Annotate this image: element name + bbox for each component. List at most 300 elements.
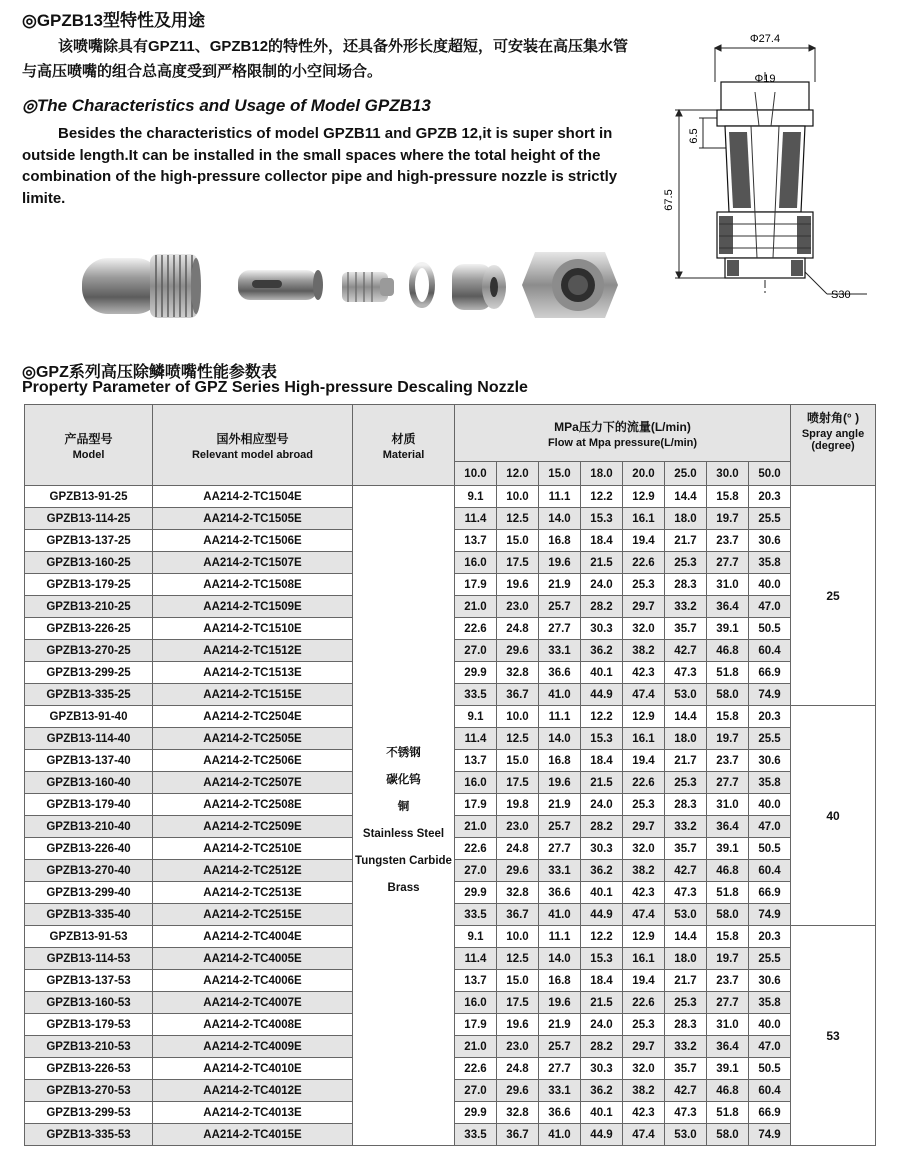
flow-cell: 25.3 [665,992,707,1014]
flow-cell: 28.2 [581,1036,623,1058]
abroad-model-cell: AA214-2-TC4013E [153,1102,353,1124]
flow-cell: 74.9 [749,1124,791,1146]
pressure-header: 12.0 [497,462,539,486]
dim-step-label: 6.5 [688,128,700,144]
abroad-model-cell: AA214-2-TC4010E [153,1058,353,1080]
flow-cell: 41.0 [539,684,581,706]
model-cell: GPZB13-137-53 [25,970,153,992]
flow-cell: 41.0 [539,1124,581,1146]
abroad-model-cell: AA214-2-TC1506E [153,530,353,552]
flow-cell: 40.1 [581,662,623,684]
model-cell: GPZB13-210-40 [25,816,153,838]
model-cell: GPZB13-179-53 [25,1014,153,1036]
flow-cell: 17.5 [497,772,539,794]
flow-cell: 21.0 [455,816,497,838]
material-line: Stainless Steel [362,827,445,840]
flow-cell: 14.0 [539,508,581,530]
material-line: 碳化钨 [386,773,421,786]
flow-cell: 27.7 [707,772,749,794]
flow-cell: 27.7 [707,992,749,1014]
flow-cell: 36.6 [539,882,581,904]
flow-cell: 30.3 [581,618,623,640]
flow-cell: 66.9 [749,662,791,684]
flow-cell: 11.1 [539,926,581,948]
flow-cell: 25.7 [539,1036,581,1058]
flow-cell: 24.0 [581,1014,623,1036]
flow-cell: 9.1 [455,706,497,728]
flow-cell: 38.2 [623,860,665,882]
flow-cell: 22.6 [623,552,665,574]
model-cell: GPZB13-335-53 [25,1124,153,1146]
flow-cell: 22.6 [455,1058,497,1080]
flow-cell: 12.9 [623,706,665,728]
flow-cell: 15.8 [707,706,749,728]
model-cell: GPZB13-335-25 [25,684,153,706]
flow-cell: 31.0 [707,1014,749,1036]
flow-cell: 22.6 [623,992,665,1014]
flow-cell: 35.8 [749,772,791,794]
flow-cell: 15.0 [497,530,539,552]
flow-cell: 31.0 [707,574,749,596]
abroad-model-cell: AA214-2-TC4008E [153,1014,353,1036]
pressure-header: 18.0 [581,462,623,486]
abroad-model-cell: AA214-2-TC1509E [153,596,353,618]
flow-cell: 47.3 [665,662,707,684]
pressure-header: 25.0 [665,462,707,486]
abroad-model-cell: AA214-2-TC1504E [153,486,353,508]
flow-cell: 32.0 [623,618,665,640]
flow-cell: 30.6 [749,530,791,552]
flow-cell: 11.1 [539,486,581,508]
flow-cell: 20.3 [749,706,791,728]
tip-part [452,264,506,310]
flow-cell: 25.3 [665,552,707,574]
flow-cell: 66.9 [749,1102,791,1124]
flow-cell: 50.5 [749,838,791,860]
flow-cell: 12.5 [497,508,539,530]
flow-cell: 47.0 [749,596,791,618]
flow-cell: 19.7 [707,728,749,750]
model-cell: GPZB13-270-25 [25,640,153,662]
parameter-table [24,404,876,1146]
flow-cell: 16.0 [455,772,497,794]
model-cell: GPZB13-160-40 [25,772,153,794]
abroad-model-cell: AA214-2-TC4004E [153,926,353,948]
flow-cell: 23.0 [497,1036,539,1058]
abroad-model-cell: AA214-2-TC1515E [153,684,353,706]
flow-cell: 31.0 [707,794,749,816]
flow-cell: 24.8 [497,838,539,860]
flow-cell: 12.2 [581,486,623,508]
flow-cell: 33.5 [455,1124,497,1146]
flow-cell: 28.2 [581,816,623,838]
flow-cell: 12.9 [623,486,665,508]
abroad-model-cell: AA214-2-TC2510E [153,838,353,860]
flow-cell: 28.3 [665,574,707,596]
flow-cell: 36.2 [581,860,623,882]
flow-cell: 47.0 [749,816,791,838]
flow-cell: 24.8 [497,1058,539,1080]
flow-cell: 58.0 [707,1124,749,1146]
flow-cell: 23.7 [707,530,749,552]
flow-cell: 13.7 [455,750,497,772]
flow-cell: 18.0 [665,728,707,750]
flow-cell: 20.3 [749,926,791,948]
flow-cell: 46.8 [707,1080,749,1102]
flow-cell: 36.6 [539,1102,581,1124]
flow-cell: 30.3 [581,838,623,860]
flow-cell: 58.0 [707,684,749,706]
flow-cell: 17.5 [497,552,539,574]
flow-cell: 38.2 [623,1080,665,1102]
model-cell: GPZB13-91-40 [25,706,153,728]
flow-cell: 14.4 [665,926,707,948]
pressure-header: 10.0 [455,462,497,486]
components-illustration [80,250,620,320]
col-header-model: 产品型号 Model [25,405,153,486]
flow-cell: 35.7 [665,838,707,860]
abroad-model-cell: AA214-2-TC4009E [153,1036,353,1058]
flow-cell: 27.7 [539,838,581,860]
abroad-model-cell: AA214-2-TC2513E [153,882,353,904]
pressure-header: 15.0 [539,462,581,486]
flow-cell: 42.7 [665,640,707,662]
model-cell: GPZB13-226-53 [25,1058,153,1080]
abroad-model-cell: AA214-2-TC4005E [153,948,353,970]
flow-cell: 47.0 [749,1036,791,1058]
flow-cell: 53.0 [665,684,707,706]
flow-cell: 21.9 [539,794,581,816]
flow-cell: 15.3 [581,728,623,750]
col-header-abroad: 国外相应型号 Relevant model abroad [153,405,353,486]
flow-cell: 15.8 [707,926,749,948]
flow-cell: 32.8 [497,882,539,904]
flow-cell: 38.2 [623,640,665,662]
model-cell: GPZB13-210-53 [25,1036,153,1058]
flow-cell: 29.6 [497,860,539,882]
flow-cell: 25.7 [539,816,581,838]
flow-cell: 51.8 [707,662,749,684]
model-cell: GPZB13-91-53 [25,926,153,948]
flow-cell: 15.0 [497,750,539,772]
spray-angle-cell: 40 [791,706,876,926]
paragraph-cn: 该喷嘴除具有GPZ11、GPZB12的特性外，还具备外形长度超短，可安装在高压集水管与高压喷嘴的组合总高度受到严格限制的小空间场合。 [22,38,629,80]
material-line: Tungsten Carbide [355,854,452,867]
flow-cell: 16.0 [455,992,497,1014]
flow-cell: 32.0 [623,838,665,860]
flow-cell: 16.8 [539,750,581,772]
abroad-model-cell: AA214-2-TC2508E [153,794,353,816]
flow-cell: 12.2 [581,706,623,728]
flow-cell: 42.7 [665,860,707,882]
flow-cell: 25.3 [623,574,665,596]
flow-cell: 39.1 [707,1058,749,1080]
model-cell: GPZB13-299-53 [25,1102,153,1124]
flow-cell: 17.9 [455,1014,497,1036]
heading-cn: ◎GPZB13型特性及用途 [22,11,205,30]
abroad-model-cell: AA214-2-TC2505E [153,728,353,750]
flow-cell: 33.2 [665,816,707,838]
abroad-model-cell: AA214-2-TC2512E [153,860,353,882]
pressure-header: 20.0 [623,462,665,486]
flow-cell: 51.8 [707,882,749,904]
abroad-model-cell: AA214-2-TC1512E [153,640,353,662]
abroad-model-cell: AA214-2-TC4007E [153,992,353,1014]
flow-cell: 28.2 [581,596,623,618]
flow-cell: 27.7 [707,552,749,574]
flow-cell: 42.3 [623,882,665,904]
model-cell: GPZB13-160-25 [25,552,153,574]
flow-cell: 50.5 [749,618,791,640]
flow-cell: 19.6 [539,772,581,794]
flow-cell: 12.5 [497,728,539,750]
flow-cell: 21.5 [581,552,623,574]
flow-cell: 9.1 [455,926,497,948]
flow-cell: 40.0 [749,574,791,596]
flow-cell: 11.4 [455,728,497,750]
flow-cell: 21.7 [665,750,707,772]
flow-cell: 36.4 [707,816,749,838]
flow-cell: 33.1 [539,640,581,662]
flow-cell: 18.4 [581,750,623,772]
flow-cell: 20.3 [749,486,791,508]
flow-cell: 22.6 [455,618,497,640]
flow-cell: 41.0 [539,904,581,926]
flow-cell: 35.7 [665,1058,707,1080]
flow-cell: 22.6 [623,772,665,794]
flow-cell: 14.0 [539,728,581,750]
model-cell: GPZB13-179-40 [25,794,153,816]
flow-cell: 19.4 [623,530,665,552]
flow-cell: 29.6 [497,640,539,662]
flow-cell: 47.4 [623,684,665,706]
col-header-flow: MPa压力下的流量(L/min) Flow at Mpa pressure(L/min) [455,405,791,462]
flow-cell: 18.0 [665,948,707,970]
flow-cell: 36.6 [539,662,581,684]
flow-cell: 42.3 [623,1102,665,1124]
model-cell: GPZB13-137-40 [25,750,153,772]
flow-cell: 36.7 [497,684,539,706]
flow-cell: 27.0 [455,1080,497,1102]
spray-angle-cell: 53 [791,926,876,1146]
pressure-header: 50.0 [749,462,791,486]
abroad-model-cell: AA214-2-TC2506E [153,750,353,772]
flow-cell: 35.7 [665,618,707,640]
model-cell: GPZB13-160-53 [25,992,153,1014]
flow-cell: 18.4 [581,530,623,552]
flow-cell: 32.0 [623,1058,665,1080]
flow-cell: 11.4 [455,948,497,970]
flow-cell: 33.1 [539,860,581,882]
flow-cell: 21.7 [665,530,707,552]
flow-cell: 14.0 [539,948,581,970]
flow-cell: 36.2 [581,1080,623,1102]
flow-cell: 29.7 [623,596,665,618]
flow-cell: 30.6 [749,970,791,992]
flow-cell: 36.4 [707,1036,749,1058]
abroad-model-cell: AA214-2-TC2509E [153,816,353,838]
flow-cell: 12.5 [497,948,539,970]
flow-cell: 36.4 [707,596,749,618]
flow-cell: 12.9 [623,926,665,948]
model-cell: GPZB13-114-25 [25,508,153,530]
flow-cell: 29.9 [455,662,497,684]
flow-cell: 47.3 [665,882,707,904]
flow-cell: 25.3 [623,1014,665,1036]
model-cell: GPZB13-335-40 [25,904,153,926]
model-cell: GPZB13-226-40 [25,838,153,860]
flow-cell: 42.3 [623,662,665,684]
flow-cell: 23.7 [707,750,749,772]
washer-part [412,265,432,305]
abroad-model-cell: AA214-2-TC1505E [153,508,353,530]
flow-cell: 25.5 [749,508,791,530]
flow-cell: 11.4 [455,508,497,530]
flow-cell: 19.8 [497,794,539,816]
flow-cell: 19.6 [497,574,539,596]
flow-cell: 27.0 [455,640,497,662]
flow-cell: 30.3 [581,1058,623,1080]
flow-cell: 15.8 [707,486,749,508]
pressure-header: 30.0 [707,462,749,486]
flow-cell: 18.4 [581,970,623,992]
insert-part [342,272,394,302]
paragraph-en: Besides the characteristics of model GPZB11 and GPZB 12,it is super short in outside length.It can be installed in the small spaces where the total height of the combination of the high-pressure collector pipe and high-pressure nozzle is strictly limite. [22,125,618,207]
flow-cell: 66.9 [749,882,791,904]
flow-cell: 44.9 [581,684,623,706]
col-header-material: 材质 Material [353,405,455,486]
flow-cell: 74.9 [749,904,791,926]
model-cell: GPZB13-210-25 [25,596,153,618]
flow-cell: 19.7 [707,508,749,530]
flow-cell: 11.1 [539,706,581,728]
hex-nut-part [522,252,618,318]
flow-cell: 58.0 [707,904,749,926]
abroad-model-cell: AA214-2-TC4015E [153,1124,353,1146]
flow-cell: 22.6 [455,838,497,860]
material-cell [353,486,455,1146]
model-cell: GPZB13-137-25 [25,530,153,552]
flow-cell: 29.9 [455,1102,497,1124]
material-line: 不锈钢 [386,746,421,759]
flow-cell: 25.5 [749,948,791,970]
abroad-model-cell: AA214-2-TC1508E [153,574,353,596]
flow-cell: 28.3 [665,1014,707,1036]
flow-cell: 16.0 [455,552,497,574]
flow-cell: 27.7 [539,1058,581,1080]
flow-cell: 15.3 [581,508,623,530]
model-cell: GPZB13-299-40 [25,882,153,904]
flow-cell: 40.1 [581,882,623,904]
flow-cell: 30.6 [749,750,791,772]
flow-cell: 9.1 [455,486,497,508]
flow-cell: 25.5 [749,728,791,750]
flow-cell: 17.5 [497,992,539,1014]
model-cell: GPZB13-226-25 [25,618,153,640]
model-cell: GPZB13-114-40 [25,728,153,750]
flow-cell: 35.8 [749,552,791,574]
model-cell: GPZB13-179-25 [25,574,153,596]
flow-cell: 53.0 [665,1124,707,1146]
flow-cell: 46.8 [707,640,749,662]
model-cell: GPZB13-91-25 [25,486,153,508]
flow-cell: 15.3 [581,948,623,970]
flow-cell: 74.9 [749,684,791,706]
abroad-model-cell: AA214-2-TC4006E [153,970,353,992]
flow-cell: 13.7 [455,970,497,992]
flow-cell: 17.9 [455,794,497,816]
flow-cell: 19.6 [539,552,581,574]
flow-cell: 36.7 [497,904,539,926]
dim-height-label: 67.5 [663,189,675,211]
flow-cell: 47.4 [623,904,665,926]
flow-cell: 25.3 [665,772,707,794]
flow-cell: 29.9 [455,882,497,904]
flow-cell: 33.1 [539,1080,581,1102]
flow-cell: 27.0 [455,860,497,882]
dim-inner-label: Φ19 [754,73,776,85]
flow-cell: 14.4 [665,486,707,508]
nozzle-body-part [82,254,201,318]
flow-cell: 51.8 [707,1102,749,1124]
flow-cell: 21.9 [539,574,581,596]
table-title-en: Property Parameter of GPZ Series High-pressure Descaling Nozzle [22,379,528,396]
flow-cell: 24.0 [581,574,623,596]
flow-cell: 60.4 [749,640,791,662]
flow-cell: 25.3 [623,794,665,816]
flow-cell: 10.0 [497,486,539,508]
model-cell: GPZB13-299-25 [25,662,153,684]
dim-hex-label: S30 [831,289,851,301]
flow-cell: 10.0 [497,706,539,728]
flow-cell: 32.8 [497,662,539,684]
model-cell: GPZB13-114-53 [25,948,153,970]
flow-cell: 47.3 [665,1102,707,1124]
flow-cell: 44.9 [581,1124,623,1146]
flow-cell: 18.0 [665,508,707,530]
flow-cell: 46.8 [707,860,749,882]
material-line: Brass [387,881,420,894]
flow-cell: 23.7 [707,970,749,992]
flow-cell: 16.1 [623,508,665,530]
table-row [25,486,876,508]
flow-cell: 14.4 [665,706,707,728]
flow-cell: 29.7 [623,1036,665,1058]
abroad-model-cell: AA214-2-TC1510E [153,618,353,640]
abroad-model-cell: AA214-2-TC1513E [153,662,353,684]
flow-cell: 13.7 [455,530,497,552]
flow-cell: 24.8 [497,618,539,640]
technical-drawing [655,32,900,304]
flow-cell: 12.2 [581,926,623,948]
flow-cell: 16.1 [623,948,665,970]
spray-angle-cell: 25 [791,486,876,706]
flow-cell: 16.8 [539,530,581,552]
abroad-model-cell: AA214-2-TC2515E [153,904,353,926]
flow-cell: 21.9 [539,1014,581,1036]
flow-cell: 21.5 [581,992,623,1014]
flow-cell: 50.5 [749,1058,791,1080]
flow-cell: 36.7 [497,1124,539,1146]
flow-cell: 10.0 [497,926,539,948]
flow-cell: 47.4 [623,1124,665,1146]
flow-cell: 19.6 [539,992,581,1014]
flow-cell: 40.0 [749,1014,791,1036]
abroad-model-cell: AA214-2-TC1507E [153,552,353,574]
flow-cell: 16.1 [623,728,665,750]
flow-cell: 33.5 [455,904,497,926]
flow-cell: 15.0 [497,970,539,992]
